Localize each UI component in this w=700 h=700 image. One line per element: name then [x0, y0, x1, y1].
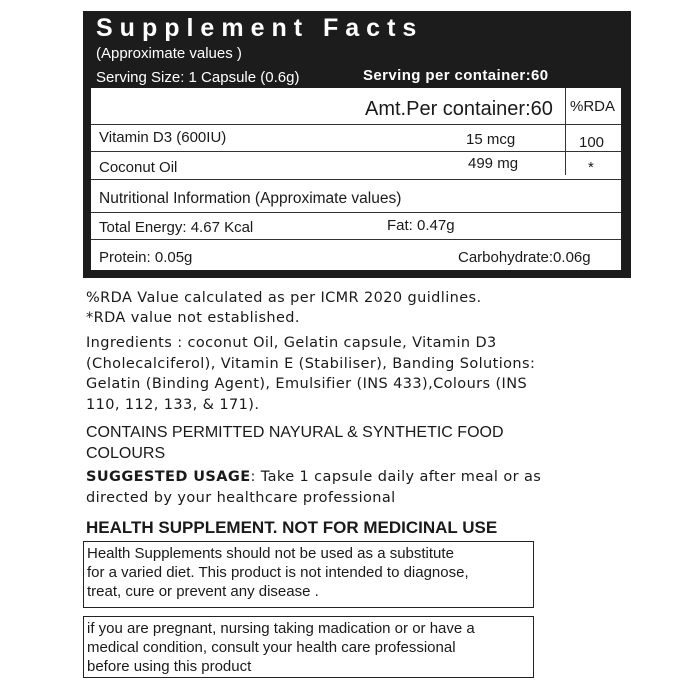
facts-title: Supplement Facts [96, 14, 424, 42]
warning-line: if you are pregnant, nursing taking madication or or have a [87, 620, 475, 637]
row-divider [91, 239, 621, 240]
row-rda-coconut-oil: * [588, 159, 594, 176]
row-amount-coconut-oil: 499 mg [468, 155, 519, 172]
contains-line: CONTAINS PERMITTED NAYURAL & SYNTHETIC FOOD [86, 424, 504, 441]
disclaimer-line: for a varied diet. This product is not intended to diagnose, [87, 564, 469, 581]
disclaimer-line: Health Supplements should not be used as a substitute [87, 545, 454, 562]
row-divider [91, 179, 621, 180]
row-rda-vitamin-d3: 100 [579, 134, 605, 151]
amount-header: Amt.Per container:60 [365, 98, 553, 120]
row-name-coconut-oil: Coconut Oil [99, 159, 178, 176]
suggested-usage [86, 467, 541, 488]
rda-header: %RDA [570, 98, 616, 115]
disclaimer-box [83, 541, 534, 608]
rda-column-divider [565, 88, 566, 175]
serving-per-container: Serving per container:60 [363, 67, 549, 84]
total-energy: Total Energy: 4.67 Kcal [99, 219, 254, 236]
suggested-usage-text: : Take 1 capsule daily after meal or as [250, 469, 542, 485]
nutrition-header: Nutritional Information (Approximate values) [99, 190, 402, 207]
facts-table [91, 88, 621, 270]
contains-line: COLOURS [86, 445, 166, 462]
row-divider [91, 151, 621, 152]
row-amount-vitamin-d3: 15 mcg [466, 131, 516, 148]
rda-not-established-note: *RDA value not established. [86, 310, 300, 326]
carbohydrate-value: Carbohydrate:0.06g [458, 249, 591, 266]
ingredients-line: Ingredients : coconut Oil, Gelatin capsule, Vitamin D3 [86, 335, 497, 351]
warning-line: medical condition, consult your health care professional [87, 639, 456, 656]
protein-value: Protein: 0.05g [99, 249, 193, 266]
header-divider [91, 124, 621, 125]
row-name-vitamin-d3: Vitamin D3 (600IU) [99, 129, 227, 146]
rda-calculation-note: %RDA Value calculated as per ICMR 2020 guidlines. [86, 290, 482, 306]
row-divider [91, 212, 621, 213]
fat-value: Fat: 0.47g [387, 217, 455, 234]
disclaimer-line: treat, cure or prevent any disease . [87, 583, 319, 600]
facts-subtitle: (Approximate values ) [96, 45, 242, 62]
warning-line: before using this product [87, 658, 252, 675]
pregnancy-warning-box [83, 616, 534, 678]
health-supplement-heading: HEALTH SUPPLEMENT. NOT FOR MEDICINAL USE [86, 518, 498, 537]
serving-size: Serving Size: 1 Capsule (0.6g) [96, 69, 300, 86]
suggested-usage-label: SUGGESTED USAGE [86, 469, 251, 485]
ingredients-line: Gelatin (Binding Agent), Emulsifier (INS 433),Colours (INS [86, 376, 528, 392]
suggested-usage-text: directed by your healthcare professional [86, 489, 396, 506]
ingredients-line: (Cholecalciferol), Vitamin E (Stabiliser), Banding Solutions: [86, 355, 536, 372]
ingredients-line: 110, 112, 133, & 171). [86, 396, 260, 413]
